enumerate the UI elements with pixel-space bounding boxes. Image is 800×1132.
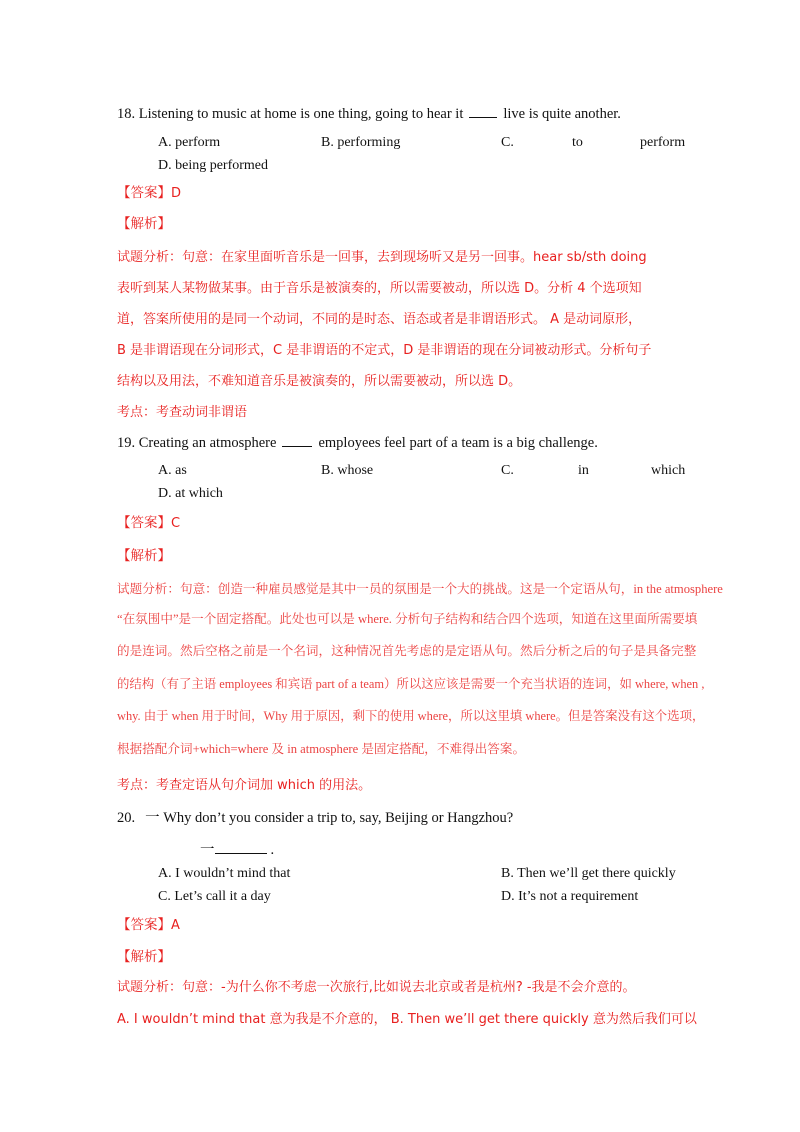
q19-option-c-letter: C. [501, 463, 514, 478]
q19-answer-value: C [171, 516, 181, 531]
q19-stem-prefix: 19. Creating an atmosphere [117, 435, 277, 451]
q18-option-c-word2: perform [640, 135, 686, 150]
q19-analysis-line: “在氛围中”是一个固定搭配。此处也可以是 where. 分析句子结构和结合四个选项，知道在这里面所需要填 [117, 612, 698, 626]
q18-option-d: D. being performed [158, 158, 269, 173]
q18-stem [117, 106, 621, 123]
q19-analysis-line: 的是连词。然后空格之前是一个名词，这种情况首先考虑的是定语从句。然后分析之后的句子是具备完整 [117, 644, 697, 658]
q18-stem-suffix: live is quite another. [503, 106, 621, 122]
q18-analysis-line: 道，答案所使用的是同一个动词，不同的是时态、语态或者是非谓语形式。 A 是动词原形， [117, 312, 642, 327]
q20-option-a: A. I wouldn’t mind that [158, 866, 291, 881]
q19-stem [117, 435, 598, 452]
q20-reply-end: . [270, 842, 275, 858]
q19-option-c-word1: in [578, 463, 589, 478]
q20-reply-dash: 一 [200, 842, 215, 858]
q20-number: 20. [117, 810, 136, 826]
q20-blank [215, 843, 267, 854]
q18-option-c-word1: to [572, 135, 583, 150]
q18-analysis-line: B 是非谓语现在分词形式，C 是非谓语的不定式，D 是非谓语的现在分词被动形式。分析句子 [117, 343, 652, 358]
q18-analysis-line: 试题分析：句意：在家里面听音乐是一回事，去到现场听又是另一回事。hear sb/sth doing [117, 250, 647, 265]
q20-answer-value: A [171, 918, 180, 933]
q19-option-d: D. at which [158, 486, 223, 501]
q20-option-c: C. Let’s call it a day [158, 889, 271, 904]
q18-analysis-line: 结构以及用法，不难知道音乐是被演奏的，所以需要被动，所以选 D。 [117, 374, 522, 389]
q19-analysis-line: 试题分析：句意：创造一种雇员感觉是其中一员的氛围是一个大的挑战。这是一个定语从句，in the atmosphere [117, 582, 723, 596]
q19-blank [282, 436, 312, 447]
q20-question: 一 Why don’t you consider a trip to, say, Beijing or Hangzhou? [145, 810, 514, 826]
q20-option-d: D. It’s not a requirement [501, 889, 639, 904]
q18-answer [117, 181, 181, 201]
q20-reply [200, 838, 274, 859]
q19-analysis-line: 的结构（有了主语 employees 和宾语 part of a team）所以这应该是需要一个充当状语的连词，如 where, when , [117, 677, 705, 691]
q18-option-c-letter: C. [501, 135, 514, 150]
q20-answer-label: 【答案】 [117, 917, 171, 933]
q18-stem-prefix: 18. Listening to music at home is one thing, going to hear it [117, 106, 464, 122]
q19-answer-label: 【答案】 [117, 515, 171, 531]
q19-analysis-label: 【解析】 [117, 548, 171, 564]
q20-analysis-line: 试题分析：句意：-为什么你不考虑一次旅行,比如说去北京或者是杭州? -我是不会介意的。 [117, 980, 636, 995]
q19-option-b: B. whose [321, 463, 374, 478]
q19-option-a: A. as [158, 463, 187, 478]
q19-answer [117, 511, 180, 531]
q19-analysis-line: 根据搭配介词+which=where 及 in atmosphere 是固定搭配，不难得出答案。 [117, 742, 526, 756]
q19-option-c-word2: which [651, 463, 686, 478]
q20-answer [117, 913, 180, 933]
q19-analysis-line: why. 由于 when 用于时间，Why 用于原因，剩下的使用 where，所以这里填 where。但是答案没有这个选项， [117, 709, 705, 723]
q19-point: 考点：考查定语从句介词加 which 的用法。 [117, 778, 372, 793]
q20-stem [117, 806, 513, 827]
q18-analysis-label: 【解析】 [117, 216, 171, 232]
q18-answer-value: D [171, 186, 182, 201]
q18-answer-label: 【答案】 [117, 185, 171, 201]
q20-analysis-label: 【解析】 [117, 949, 171, 965]
q18-option-a: A. perform [158, 135, 221, 150]
q18-blank [469, 107, 497, 118]
q18-analysis-line: 表听到某人某物做某事。由于音乐是被演奏的，所以需要被动，所以选 D。分析 4 个选项知 [117, 281, 642, 296]
q18-option-b: B. performing [321, 135, 401, 150]
q18-point: 考点：考查动词非谓语 [117, 405, 248, 420]
q20-option-b: B. Then we’ll get there quickly [501, 866, 676, 881]
q20-analysis-line: A. I wouldn’t mind that 意为我是不介意的， B. Then we’ll get there quickly 意为然后我们可以 [117, 1012, 697, 1027]
q19-stem-suffix: employees feel part of a team is a big challenge. [318, 435, 598, 451]
